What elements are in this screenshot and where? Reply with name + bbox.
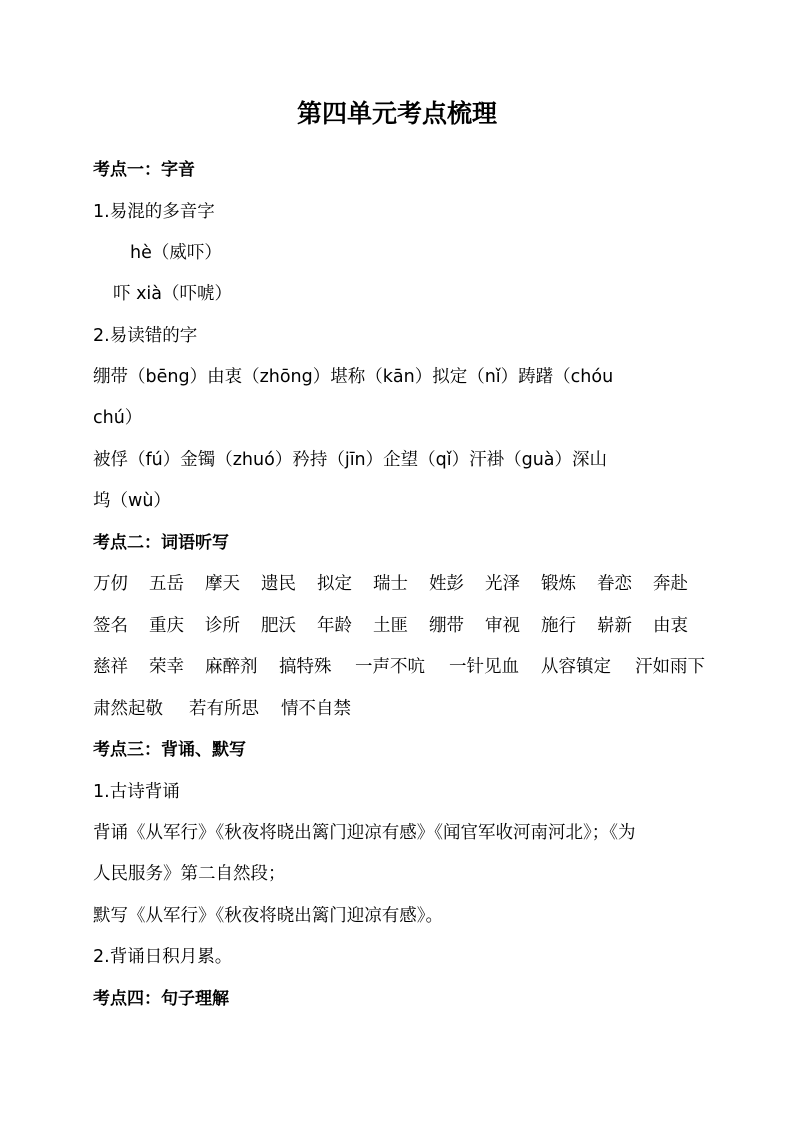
section-heading-pronunciation: 考点一：字音 — [93, 160, 195, 180]
vocab-word: 摩天 — [205, 574, 240, 594]
section-heading-dictation: 考点二：词语听写 — [93, 533, 229, 553]
vocab-word: 慈祥 — [93, 657, 128, 677]
vocab-word: 眷恋 — [597, 574, 632, 594]
vocab-word: 绷带 — [429, 616, 464, 636]
pronunciation-line: 被俘（fú）金镯（zhuó）矜持（jīn）企望（qǐ）汗褂（guà）深山 — [93, 450, 608, 470]
subheading-polyphonic: 1.易混的多音字 — [93, 202, 215, 222]
vocab-word: 光泽 — [485, 574, 520, 594]
vocab-word: 若有所思 — [189, 699, 259, 719]
vocab-word: 诊所 — [205, 616, 240, 636]
vocab-word: 从容镇定 — [541, 657, 611, 677]
vocab-word: 五岳 — [149, 574, 184, 594]
polyphone-he: hè（威吓） — [130, 243, 222, 263]
vocab-word: 签名 — [93, 616, 128, 636]
recitation-line: 背诵《从军行》《秋夜将晓出篱门迎凉有感》《闻官军收河南河北》；《为 — [93, 823, 636, 843]
vocab-word: 一针见血 — [449, 657, 519, 677]
recitation-line: 默写《从军行》《秋夜将晓出篱门迎凉有感》。 — [93, 906, 443, 926]
subheading-daily: 2.背诵日积月累。 — [93, 947, 233, 967]
pronunciation-line: 绷带（bēng）由衷（zhōng）堪称（kān）拟定（nǐ）踌躇（chóu — [93, 367, 614, 387]
pronunciation-line: chú） — [93, 408, 143, 428]
vocab-word: 拟定 — [317, 574, 352, 594]
vocab-word: 搞特殊 — [279, 657, 332, 677]
vocab-word: 肃然起敬 — [93, 699, 163, 719]
subheading-poetry: 1.古诗背诵 — [93, 782, 180, 802]
pronunciation-line: 坞（wù） — [93, 491, 171, 511]
vocab-word: 锻炼 — [541, 574, 576, 594]
vocab-word: 年龄 — [317, 616, 352, 636]
vocab-word: 麻醉剂 — [205, 657, 258, 677]
vocab-word: 遗民 — [261, 574, 296, 594]
vocab-word: 奔赴 — [653, 574, 688, 594]
vocab-word: 土匪 — [373, 616, 408, 636]
vocab-word: 情不自禁 — [281, 699, 351, 719]
vocab-word: 施行 — [541, 616, 576, 636]
vocab-word: 瑞士 — [373, 574, 408, 594]
vocab-word: 审视 — [485, 616, 520, 636]
polyphone-xia: 吓 xià（吓唬） — [113, 284, 233, 304]
vocab-word: 重庆 — [149, 616, 184, 636]
vocab-word: 一声不吭 — [355, 657, 425, 677]
vocab-word: 肥沃 — [261, 616, 296, 636]
subheading-misread: 2.易读错的字 — [93, 326, 198, 346]
section-heading-recitation: 考点三：背诵、默写 — [93, 740, 246, 760]
vocab-word: 姓彭 — [429, 574, 464, 594]
section-heading-sentences: 考点四：句子理解 — [93, 989, 229, 1009]
vocab-word: 崭新 — [597, 616, 632, 636]
recitation-line: 人民服务》第二自然段； — [93, 864, 286, 884]
vocab-word: 荣幸 — [149, 657, 184, 677]
page-title: 第四单元考点梳理 — [296, 99, 497, 128]
vocab-word: 由衷 — [653, 616, 688, 636]
vocab-word: 汗如雨下 — [635, 657, 705, 677]
vocab-word: 万仞 — [93, 574, 128, 594]
